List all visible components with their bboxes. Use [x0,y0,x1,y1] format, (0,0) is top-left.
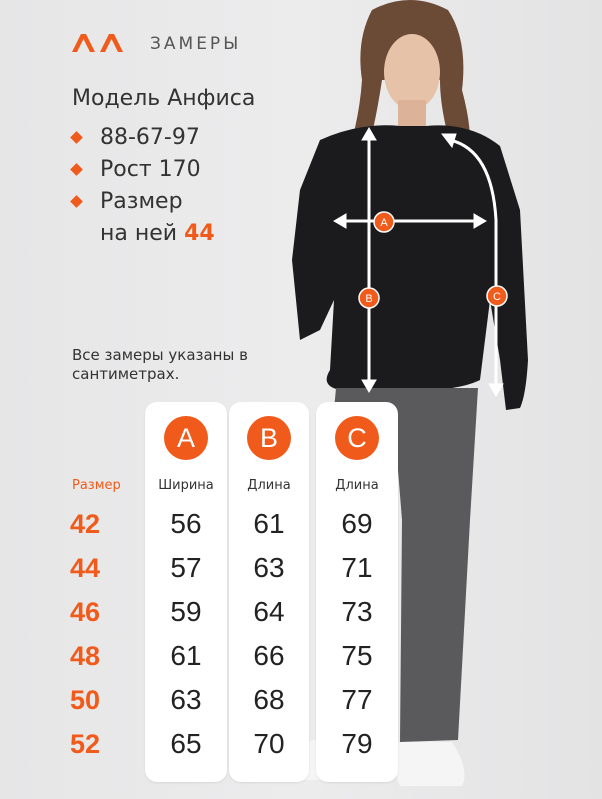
table-cell: 61 [253,508,285,539]
table-cell: 61 [170,640,202,671]
size-worn-line2 [100,218,215,250]
column-c-card [316,402,398,782]
height-text: Рост 170 [100,157,201,182]
table-cell: 63 [253,552,285,583]
column-a-letter-icon: A [164,416,208,460]
column-b-card [229,402,309,782]
measurements-text: 88-67-97 [100,125,200,150]
column-c-header: Длина [335,478,379,493]
table-cell: 69 [341,508,373,539]
size-value: 44 [70,553,101,583]
size-worn-label: на ней [100,221,178,246]
face-shape [384,34,440,110]
size-value: 50 [70,685,101,715]
units-note: Все замеры указаны в сантиметрах. [72,346,248,383]
height-item [70,154,215,186]
table-cell: 56 [170,508,202,539]
table-cell: 70 [253,728,285,759]
brand-logo-icon [72,34,126,52]
model-name: Модель Анфиса [72,86,256,111]
column-a-header: Ширина [158,478,214,493]
table-cell: 65 [170,728,202,759]
size-value: 52 [70,729,101,759]
size-list [70,502,100,766]
model-bullets [70,122,215,250]
column-a-card [145,402,227,782]
table-cell: 59 [170,596,202,627]
marker-b-icon [359,288,379,308]
size-worn-item [70,186,215,250]
table-cell: 66 [253,640,285,671]
table-cell: 64 [253,596,285,627]
column-b-values [229,502,309,766]
diamond-icon [70,131,83,144]
diamond-icon [70,163,83,176]
svg-text:C: C [493,291,501,303]
column-c-letter-icon: C [335,416,379,460]
size-value: 46 [70,597,101,627]
column-c-values [316,502,398,766]
brand-title: ЗАМЕРЫ [150,34,242,54]
table-cell: 63 [170,684,202,715]
size-worn-line1: Размер [100,189,183,214]
table-cell: 73 [341,596,373,627]
diamond-icon [70,195,83,208]
measurements-item [70,122,215,154]
right-shoe-shape [395,742,464,786]
table-cell: 75 [341,640,373,671]
svg-text:B: B [365,293,373,305]
size-value: 42 [70,509,101,539]
table-cell: 79 [341,728,373,759]
table-cell: 71 [341,552,373,583]
marker-a-icon [374,212,394,232]
table-cell: 57 [170,552,202,583]
size-worn-value: 44 [184,221,215,246]
table-cell: 68 [253,684,285,715]
table-cell: 77 [341,684,373,715]
sweatshirt-shape [292,125,528,410]
size-value: 48 [70,641,101,671]
size-column-header: Размер [72,478,121,493]
marker-c-icon [487,286,507,306]
column-a-values [145,502,227,766]
column-b-header: Длина [247,478,291,493]
column-b-letter-icon: B [247,416,291,460]
svg-text:A: A [380,217,388,229]
